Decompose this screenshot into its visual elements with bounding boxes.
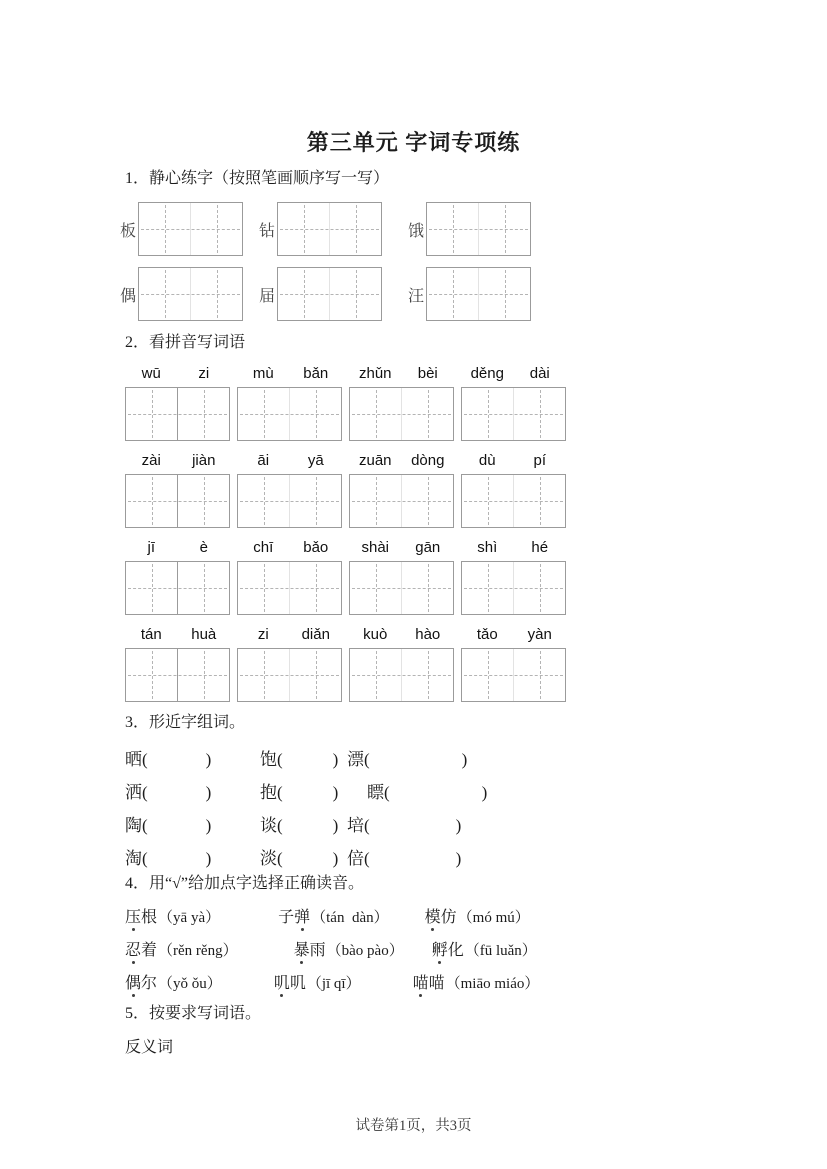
writing-cell[interactable] — [513, 562, 565, 614]
pronunciation-item — [274, 970, 361, 993]
word-formation-row — [125, 745, 467, 770]
writing-box[interactable] — [426, 202, 531, 256]
word-formation-cell: 倍( ) — [347, 849, 462, 868]
writing-cell[interactable] — [401, 562, 453, 614]
pinyin-label: āi yā — [257, 452, 324, 469]
char: 根 — [141, 909, 158, 926]
word-formation-cell: 谈( ) — [260, 816, 339, 835]
practice-char-label: 偶 — [120, 287, 137, 305]
pinyin-word-row — [125, 452, 566, 528]
char: 化 — [447, 942, 464, 959]
char: 雨 — [309, 942, 326, 959]
dotted-char: 模 — [425, 904, 441, 927]
worksheet-title: 第三单元 字词专项练 — [306, 130, 521, 155]
writing-cell[interactable] — [139, 268, 190, 320]
dotted-char: 暴 — [294, 937, 310, 960]
writing-box[interactable] — [426, 267, 531, 321]
word-formation-cell: 培( ) — [347, 816, 462, 835]
reading-options[interactable]: （miāo miáo） — [445, 976, 540, 992]
writing-cell[interactable] — [289, 562, 341, 614]
pinyin-word-group — [349, 452, 454, 528]
writing-cell[interactable] — [238, 562, 289, 614]
writing-cell[interactable] — [126, 475, 177, 527]
writing-cell[interactable] — [401, 649, 453, 701]
dotted-char: 压 — [125, 904, 141, 927]
writing-cell[interactable] — [401, 388, 453, 440]
section-3-heading: 3．形近字组词。 — [125, 714, 246, 731]
pronunciation-item — [294, 937, 404, 960]
pinyin-word-group — [349, 539, 454, 615]
pinyin-label: tǎo yàn — [476, 626, 552, 643]
dotted-char: 叽 — [274, 970, 290, 993]
section-2-heading: 2．看拼音写词语 — [125, 334, 246, 351]
word-formation-cell: 抱( ) — [260, 783, 339, 802]
writing-box[interactable] — [125, 474, 230, 528]
writing-cell[interactable] — [177, 649, 229, 701]
word-formation-cell: 淘( ) — [125, 849, 212, 868]
practice-group — [408, 267, 531, 321]
writing-box[interactable] — [125, 648, 230, 702]
reading-options[interactable]: （fū luǎn） — [464, 943, 537, 959]
word-formation-cell: 陶( ) — [125, 816, 212, 835]
pinyin-word-row — [125, 365, 566, 441]
pinyin-word-row — [125, 626, 566, 702]
pronunciation-item — [125, 904, 220, 927]
reading-options[interactable]: （jī qī） — [306, 976, 361, 992]
writing-cell[interactable] — [190, 203, 242, 255]
writing-cell[interactable] — [177, 475, 229, 527]
pronunciation-item — [125, 970, 222, 993]
writing-box[interactable] — [237, 387, 342, 441]
writing-cell[interactable] — [289, 388, 341, 440]
word-formation-row — [125, 844, 461, 869]
writing-cell[interactable] — [238, 475, 289, 527]
pinyin-word-group — [461, 626, 566, 702]
pinyin-word-group — [349, 626, 454, 702]
writing-cell[interactable] — [329, 203, 381, 255]
practice-group — [259, 202, 382, 256]
char: 喵 — [428, 975, 445, 992]
pinyin-label: shì hé — [477, 539, 549, 556]
pronunciation-choice-row — [125, 937, 537, 960]
writing-box[interactable] — [349, 561, 454, 615]
pinyin-word-group — [461, 539, 566, 615]
practice-char-label: 届 — [259, 287, 276, 305]
dotted-char: 孵 — [432, 937, 448, 960]
word-formation-cell: 漂( ) — [347, 750, 468, 769]
pronunciation-item — [278, 904, 389, 927]
writing-cell[interactable] — [177, 562, 229, 614]
practice-group — [120, 267, 243, 321]
practice-group — [259, 267, 382, 321]
pinyin-label: tán huà — [140, 626, 217, 643]
char: 叽 — [289, 975, 306, 992]
writing-box[interactable] — [349, 387, 454, 441]
writing-cell[interactable] — [462, 649, 513, 701]
writing-cell[interactable] — [513, 388, 565, 440]
writing-cell[interactable] — [278, 203, 329, 255]
word-formation-row — [125, 811, 461, 836]
word-formation-row — [125, 778, 487, 803]
word-formation-cell: 饱( ) — [260, 750, 339, 769]
dotted-char: 喵 — [413, 970, 429, 993]
writing-cell[interactable] — [190, 268, 242, 320]
pinyin-label: zhǔn bèi — [358, 365, 438, 382]
pinyin-label: jī è — [147, 539, 208, 556]
page-footer: 试卷第1页，共3页 — [355, 1118, 472, 1134]
pinyin-label: zi diǎn — [257, 626, 330, 643]
dotted-char: 忍 — [125, 937, 141, 960]
writing-box[interactable] — [138, 267, 243, 321]
reading-options[interactable]: （yǒ ǒu） — [158, 976, 222, 992]
section-4-heading: 4．用“√”给加点字选择正确读音。 — [125, 875, 364, 892]
pinyin-word-group — [125, 626, 230, 702]
pinyin-label: wū zi — [141, 365, 210, 382]
dotted-char: 弹 — [294, 904, 310, 927]
char: 着 — [141, 942, 158, 959]
pronunciation-item — [413, 970, 540, 993]
writing-cell[interactable] — [329, 268, 381, 320]
word-formation-cell: 洒( ) — [125, 783, 212, 802]
pronunciation-choice-row — [125, 904, 530, 927]
writing-box[interactable] — [237, 474, 342, 528]
pinyin-word-group — [237, 452, 342, 528]
practice-char-label: 板 — [120, 222, 137, 240]
writing-cell[interactable] — [462, 475, 513, 527]
word-formation-cell: 淡( ) — [260, 849, 339, 868]
pinyin-label: dù pí — [478, 452, 546, 469]
writing-cell[interactable] — [427, 268, 478, 320]
pinyin-label: chī bǎo — [253, 539, 329, 556]
writing-cell[interactable] — [350, 649, 401, 701]
dotted-char: 偶 — [125, 970, 141, 993]
reading-options[interactable]: （mó mú） — [457, 910, 530, 926]
writing-box[interactable] — [125, 387, 230, 441]
pinyin-word-row — [125, 539, 566, 615]
writing-cell[interactable] — [238, 388, 289, 440]
writing-box[interactable] — [125, 561, 230, 615]
pronunciation-item — [432, 937, 537, 960]
reading-options[interactable]: （rěn rěng） — [158, 943, 238, 959]
writing-cell[interactable] — [278, 268, 329, 320]
writing-box[interactable] — [277, 267, 382, 321]
pinyin-word-group — [349, 365, 454, 441]
pinyin-label: děng dài — [470, 365, 550, 382]
writing-cell[interactable] — [462, 388, 513, 440]
writing-box[interactable] — [349, 648, 454, 702]
writing-cell[interactable] — [177, 388, 229, 440]
section-5-heading: 5．按要求写词语。 — [125, 1005, 262, 1022]
pronunciation-item — [425, 904, 530, 927]
writing-box[interactable] — [138, 202, 243, 256]
writing-cell[interactable] — [289, 475, 341, 527]
writing-box[interactable] — [237, 561, 342, 615]
writing-cell[interactable] — [238, 649, 289, 701]
writing-box[interactable] — [461, 561, 566, 615]
reading-options[interactable]: （tán dàn） — [311, 910, 389, 926]
practice-char-label: 钻 — [259, 222, 276, 240]
pinyin-word-group — [237, 539, 342, 615]
writing-cell[interactable] — [350, 562, 401, 614]
writing-cell[interactable] — [350, 475, 401, 527]
practice-char-label: 饿 — [408, 222, 425, 240]
word-formation-cell: 晒( ) — [125, 750, 212, 769]
practice-char-label: 汪 — [408, 287, 425, 305]
writing-box[interactable] — [237, 648, 342, 702]
practice-group — [408, 202, 531, 256]
reading-options[interactable]: （yā yà） — [158, 910, 221, 926]
pinyin-label: kuò hào — [363, 626, 441, 643]
writing-box[interactable] — [461, 387, 566, 441]
writing-box[interactable] — [277, 202, 382, 256]
pronunciation-item — [125, 937, 238, 960]
char: 子 — [278, 909, 295, 926]
section-1-heading: 1．静心练字（按照笔画顺序写一写） — [125, 170, 390, 187]
pinyin-label: zài jiàn — [141, 452, 216, 469]
writing-box[interactable] — [461, 474, 566, 528]
writing-box[interactable] — [461, 648, 566, 702]
practice-group — [120, 202, 243, 256]
writing-cell[interactable] — [126, 649, 177, 701]
writing-cell[interactable] — [513, 475, 565, 527]
writing-cell[interactable] — [401, 475, 453, 527]
writing-cell[interactable] — [462, 562, 513, 614]
pronunciation-choice-row — [125, 970, 539, 993]
pinyin-word-group — [125, 452, 230, 528]
writing-box[interactable] — [349, 474, 454, 528]
reading-options[interactable]: （bào pào） — [326, 943, 404, 959]
writing-cell[interactable] — [350, 388, 401, 440]
writing-cell[interactable] — [478, 203, 530, 255]
pinyin-label: mù bǎn — [252, 365, 329, 382]
pinyin-word-group — [461, 365, 566, 441]
char: 尔 — [141, 975, 158, 992]
pinyin-word-group — [237, 626, 342, 702]
writing-cell[interactable] — [139, 203, 190, 255]
pinyin-word-group — [237, 365, 342, 441]
writing-cell[interactable] — [427, 203, 478, 255]
stroke-practice-row — [120, 202, 531, 256]
word-formation-cell: 瞟( ) — [367, 783, 488, 802]
writing-cell[interactable] — [513, 649, 565, 701]
writing-cell[interactable] — [289, 649, 341, 701]
writing-cell[interactable] — [126, 562, 177, 614]
writing-cell[interactable] — [478, 268, 530, 320]
pinyin-word-group — [461, 452, 566, 528]
pinyin-label: zuān dòng — [358, 452, 445, 469]
pinyin-word-group — [125, 365, 230, 441]
stroke-practice-row — [120, 267, 531, 321]
char: 仿 — [440, 909, 457, 926]
writing-cell[interactable] — [126, 388, 177, 440]
pinyin-label: shài gān — [361, 539, 441, 556]
pinyin-word-group — [125, 539, 230, 615]
antonym-label: 反义词 — [125, 1039, 174, 1056]
